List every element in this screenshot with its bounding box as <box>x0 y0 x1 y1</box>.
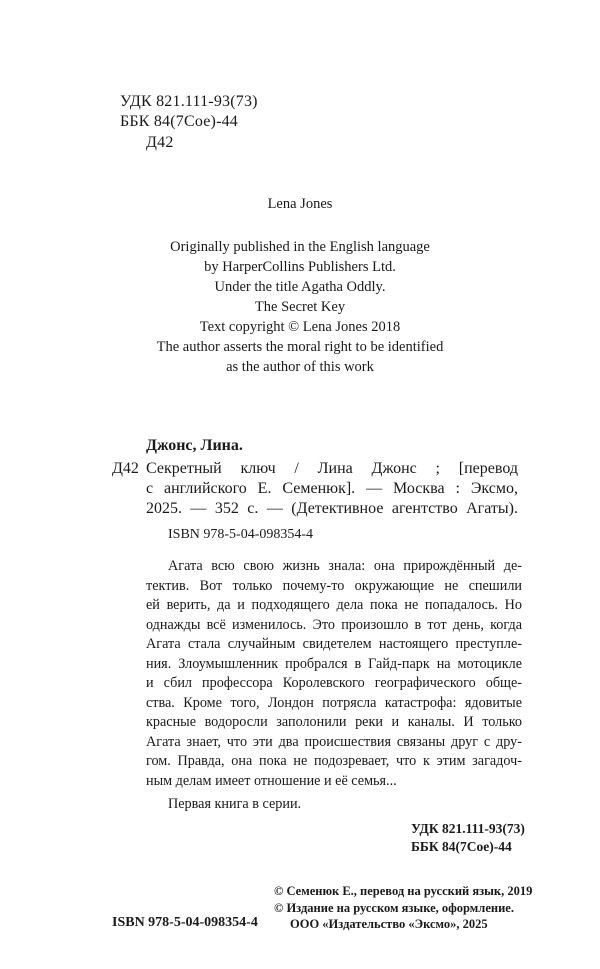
original-line: Under the title Agatha Oddly. <box>214 279 386 295</box>
annotation-line: Агата стала случайным свидетелем настоящего преступле- <box>146 636 522 652</box>
isbn-bottom: ISBN 978-5-04-098354-4 <box>112 915 258 930</box>
bbk-code-bottom: ББК 84(7Сое)-44 <box>411 839 512 854</box>
author-mark: Д42 <box>146 134 174 151</box>
original-line: The author asserts the moral right to be identified <box>156 339 444 355</box>
original-line: as the author of this work <box>226 359 374 375</box>
record-line-wrap <box>146 459 518 479</box>
series-note: Первая книга в серии. <box>168 796 302 812</box>
bbk-code: ББК 84(7Сое)-44 <box>120 113 238 130</box>
record-heading: Джонс, Лина. <box>146 437 243 454</box>
record-mark: Д42 <box>112 460 139 477</box>
annotation-line: Агата всю свою жизнь знала: она прирождённый де- <box>168 558 522 574</box>
annotation-line: гом. Правда, она пока не подозревает, что к этим загадоч- <box>146 753 522 769</box>
annotation-line: ния. Злоумышленник пробрался в Гайд-парк на мотоцикле <box>146 655 522 672</box>
annotation-line: однажды всё изменилось. Это произошло в тот день, когда <box>146 616 522 633</box>
original-line: Text copyright © Lena Jones 2018 <box>199 319 401 335</box>
original-line: The Secret Key <box>254 299 346 315</box>
original-line: Originally published in the English language <box>170 239 430 255</box>
original-author: Lena Jones <box>267 196 333 212</box>
record-line-wrap <box>146 499 518 519</box>
udk-code: УДК 821.111-93(73) <box>120 93 258 110</box>
record-line: с английского Е. Семенюк]. — Москва : Эксмо, <box>146 480 518 497</box>
udk-code-bottom: УДК 821.111-93(73) <box>411 821 525 836</box>
annotation-line: ства. Кроме того, Лондон потрясла катастрофа: ядовитые <box>146 694 522 711</box>
annotation-line: ей верить, да и подходящего дела пока не попадалось. Но <box>146 597 522 613</box>
record-line: 2025. — 352 с. — (Детективное агентство Агаты). <box>146 500 518 517</box>
annotation-line: Агата знает, что эти два происшествия связаны друг с дру- <box>146 733 522 750</box>
copyright-publisher: ООО «Издательство «Эксмо», 2025 <box>290 917 488 931</box>
copyright-edition: © Издание на русском языке, оформление. <box>274 901 514 915</box>
record-line-wrap <box>146 479 518 499</box>
record-line: Секретный ключ / Лина Джонс ; [перевод <box>146 460 518 477</box>
annotation-line: красные водоросли заполонили реки и каналы. И только <box>146 714 522 730</box>
annotation-line: ным делам имеет отношение и её семья... <box>146 772 397 789</box>
annotation-line: тектив. Вот только почему-то окружающие не спешили <box>146 577 522 594</box>
original-line: by HarperCollins Publishers Ltd. <box>204 259 396 275</box>
annotation-line: и сбил профессора Королевского географического обще- <box>146 675 522 691</box>
annotation <box>146 557 522 791</box>
record-isbn: ISBN 978-5-04-098354-4 <box>168 527 314 542</box>
copyright-translation: © Семенюк Е., перевод на русский язык, 2019 <box>274 884 533 898</box>
